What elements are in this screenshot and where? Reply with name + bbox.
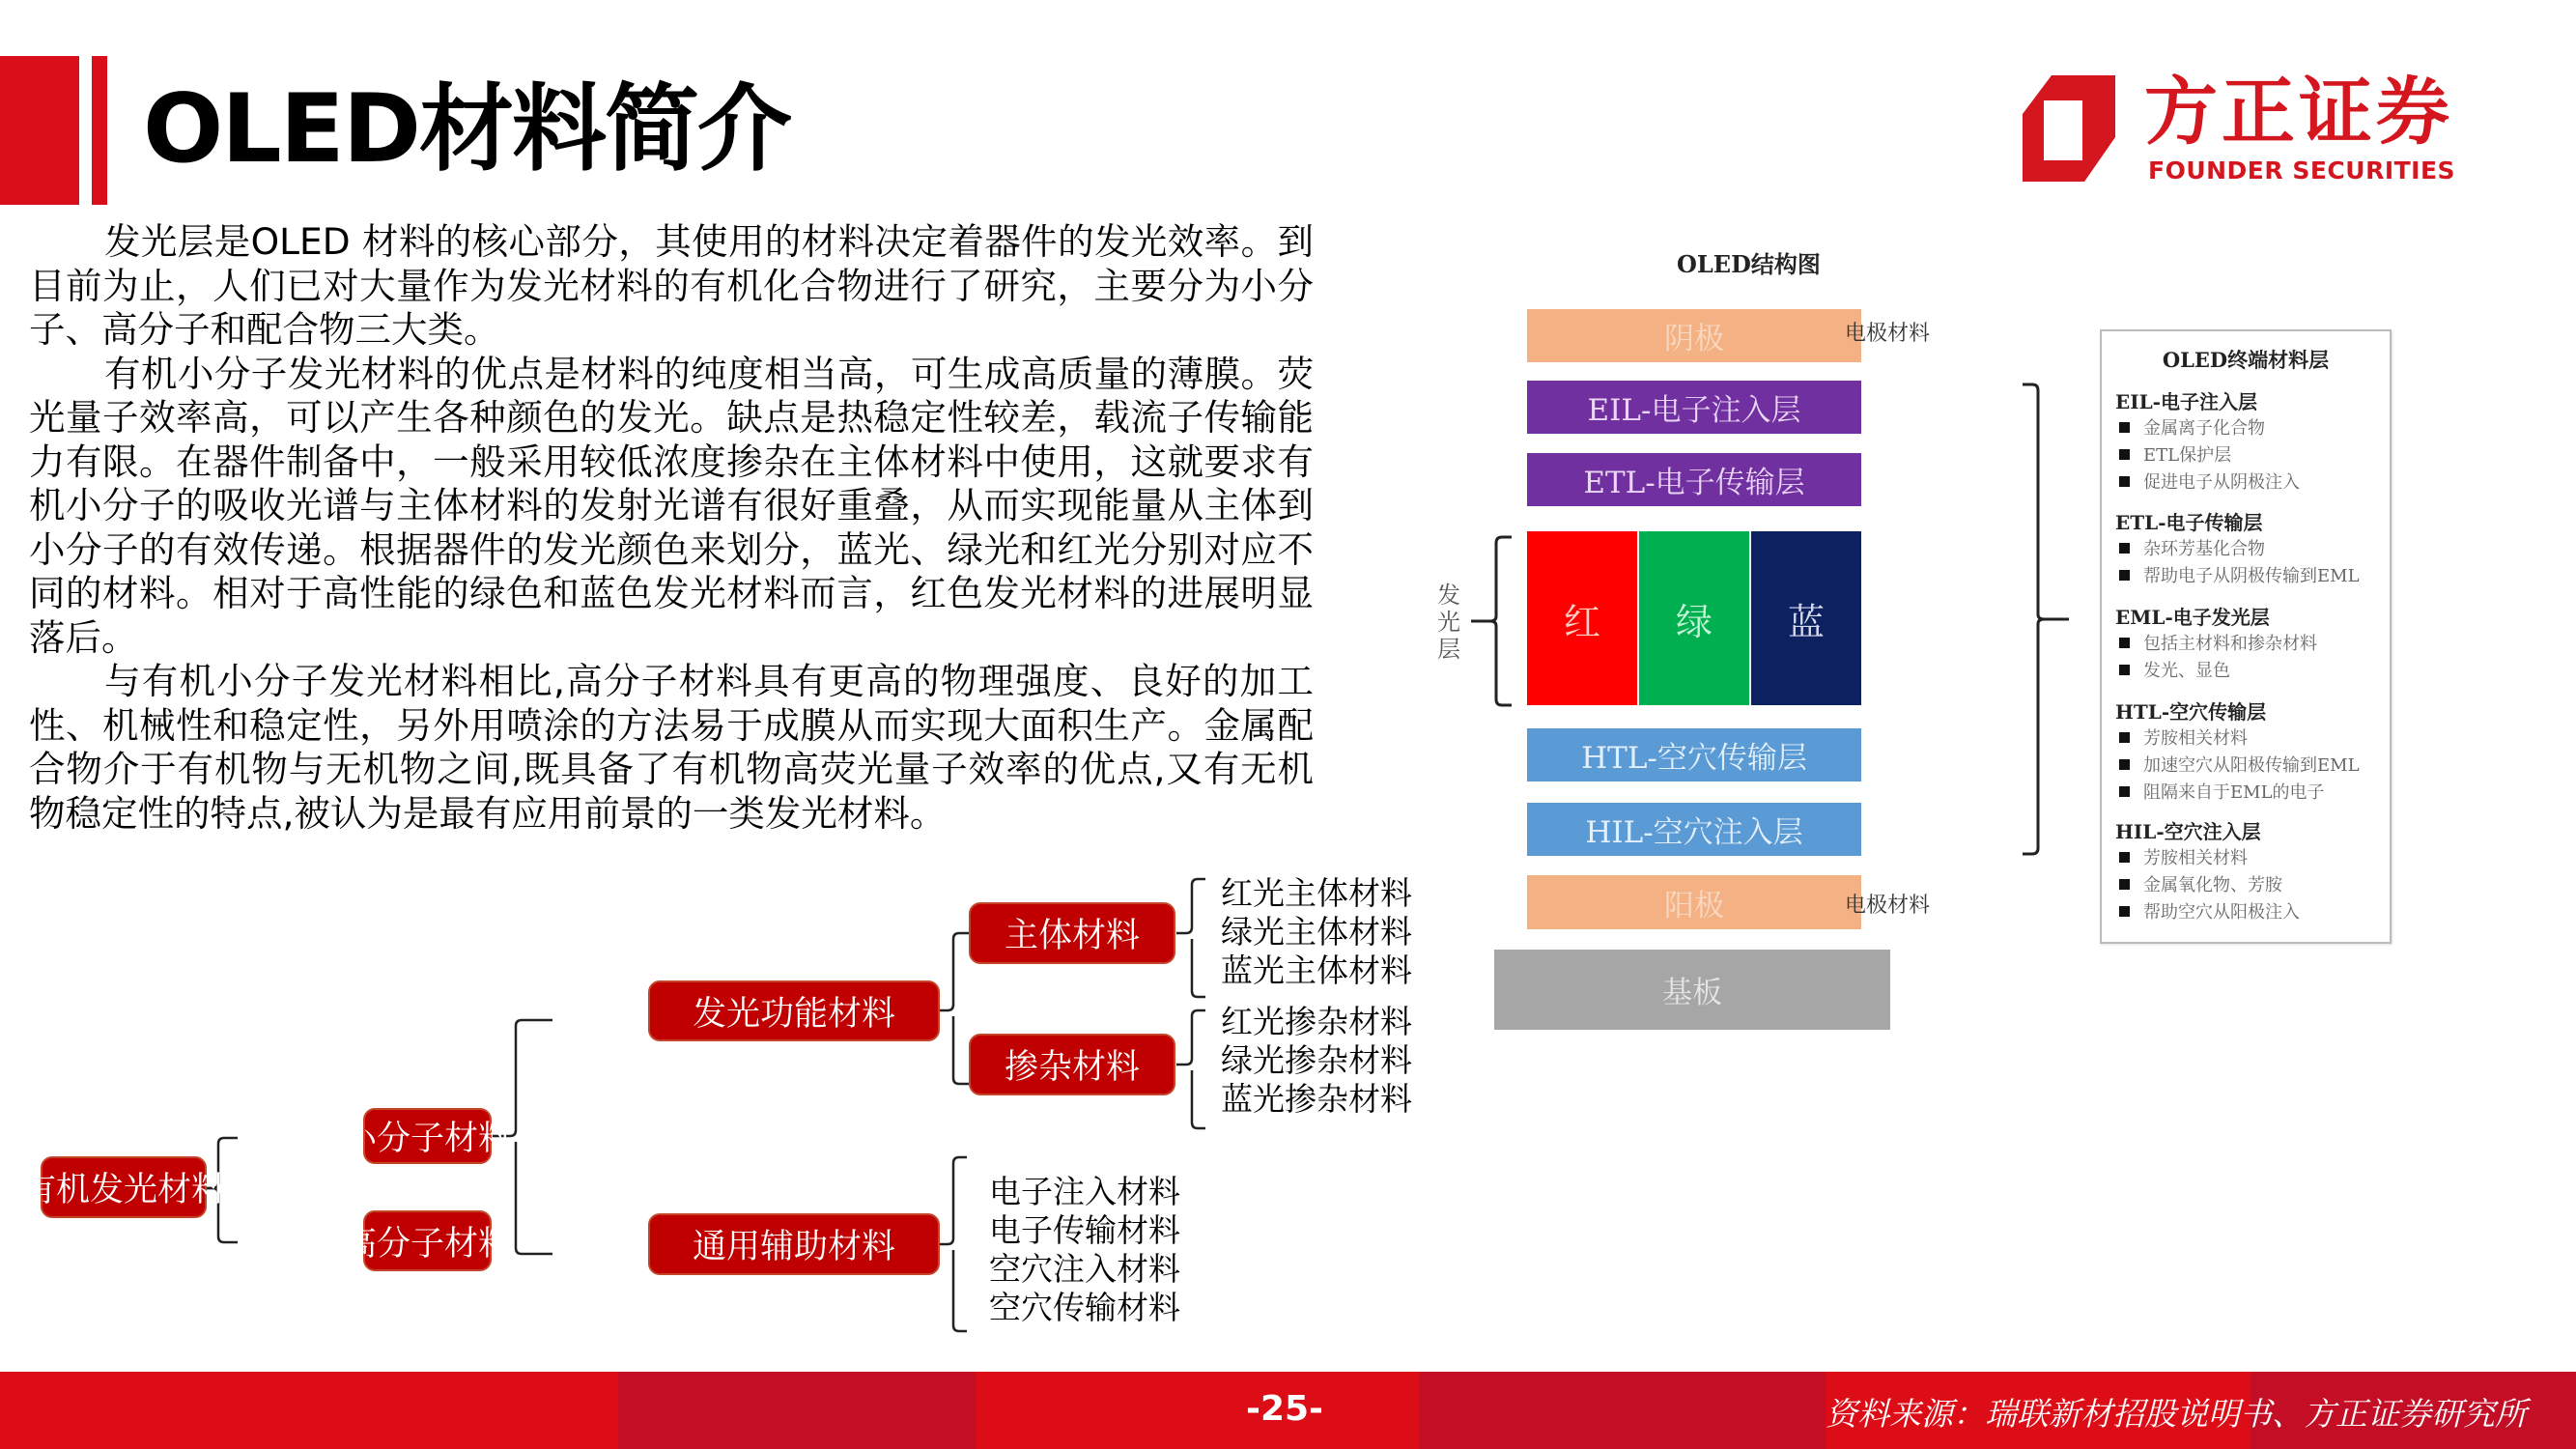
tree-node-organic-emissive-materials: 有机发光材料 <box>41 1156 207 1218</box>
layer-red-emitter: 红 <box>1527 531 1637 705</box>
legend-item: 发光、显色 <box>2115 658 2317 685</box>
legend-heading: HIL-空穴注入层 <box>2115 820 2261 843</box>
legend-section-hil <box>2115 819 2300 926</box>
leaf-electron-transport: 电子传输材料 <box>989 1211 1180 1249</box>
footer-stripe <box>1420 1372 1826 1449</box>
legend-item: 加速空穴从阳极传输到EML <box>2115 753 2360 780</box>
layer-eil: EIL-电子注入层 <box>1527 381 1861 434</box>
legend-section-eml <box>2115 605 2317 685</box>
layer-anode: 阳极 <box>1527 875 1861 929</box>
legend-item: 包括主材料和掺杂材料 <box>2115 631 2317 658</box>
legend-item: 阻隔来自于EML的电子 <box>2115 780 2360 807</box>
layer-htl: HTL-空穴传输层 <box>1527 728 1861 781</box>
footer-stripe <box>618 1372 976 1449</box>
legend-item: 促进电子从阴极注入 <box>2115 469 2300 497</box>
leaf-hole-transport: 空穴传输材料 <box>989 1289 1180 1326</box>
layer-etl: ETL-电子传输层 <box>1527 453 1861 506</box>
paragraph-2: 有机小分子发光材料的优点是材料的纯度相当高，可生成高质量的薄膜。荧光量子效率高，可以产生各种颜色的发光。缺点是热稳定性较差，载流子传输能力有限。在器件制备中，一般采用较低浓度掺杂在主体材料中使用，这就要求有机小分子的吸收光谱与主体材料的发射光谱有很好重叠，从而实现能量从主体到小分子的有效传递。根据器件的发光颜色来划分，蓝光、绿光和红光分别对应不同的材料。相对于高性能的绿色和蓝色发光材料而言，红色发光材料的进展明显落后。 <box>29 352 1314 659</box>
leaf-red-host: 红光主体材料 <box>1221 874 1412 912</box>
layer-blue-emitter: 蓝 <box>1751 531 1861 705</box>
legend-item: 芳胺相关材料 <box>2115 725 2360 753</box>
legend-section-htl <box>2115 699 2360 807</box>
logo-english-name: FOUNDER SECURITIES <box>2148 156 2456 185</box>
page-title: OLED材料简介 <box>143 74 791 185</box>
terminal-materials-legend <box>2100 329 2392 944</box>
layer-hil: HIL-空穴注入层 <box>1527 803 1861 856</box>
legend-item: 帮助空穴从阳极注入 <box>2115 899 2300 926</box>
leaf-green-dopant: 绿光掺杂材料 <box>1221 1041 1412 1079</box>
electrode-label-bottom: 电极材料 <box>1845 894 1931 918</box>
paragraph-1: 发光层是OLED 材料的核心部分，其使用的材料决定着器件的发光效率。到目前为止，人们已对大量作为发光材料的有机化合物进行了研究，主要分为小分子、高分子和配合物三大类。 <box>29 220 1314 351</box>
leaf-red-dopant: 红光掺杂材料 <box>1221 1003 1412 1040</box>
tree-node-polymer: 高分子材料 <box>363 1210 492 1271</box>
leaf-green-host: 绿光主体材料 <box>1221 913 1412 951</box>
layer-substrate: 基板 <box>1494 950 1890 1030</box>
source-note: 资料来源：瑞联新材招股说明书、方正证券研究所 <box>1826 1395 2527 1433</box>
tree-node-small-molecule: 小分子材料 <box>363 1108 492 1164</box>
legend-item: 杂环芳基化合物 <box>2115 536 2360 563</box>
footer-stripe <box>0 1372 618 1449</box>
oled-structure-title: OLED结构图 <box>1677 250 1821 278</box>
leaf-blue-host: 蓝光主体材料 <box>1221 952 1412 989</box>
layer-green-emitter: 绿 <box>1639 531 1749 705</box>
layer-cathode: 阴极 <box>1527 309 1861 362</box>
electrode-label-top: 电极材料 <box>1845 322 1931 346</box>
tree-node-dopant-materials: 掺杂材料 <box>969 1034 1175 1095</box>
legend-section-eil <box>2115 389 2300 497</box>
legend-heading: EIL-电子注入层 <box>2115 390 2257 413</box>
leaf-hole-injection: 空穴注入材料 <box>989 1250 1180 1288</box>
paragraph-3: 与有机小分子发光材料相比,高分子材料具有更高的物理强度、良好的加工性、机械性和稳定性，另外用喷涂的方法易于成膜从而实现大面积生产。金属配合物介于有机物与无机物之间,既具备了有机物高荧光量子效率的优点,又有无机物稳定性的特点,被认为是最有应用前景的一类发光材料。 <box>29 660 1314 835</box>
legend-heading: EML-电子发光层 <box>2115 606 2270 629</box>
legend-title: OLED终端材料层 <box>2162 348 2330 372</box>
legend-heading: ETL-电子传输层 <box>2115 511 2263 534</box>
footer-stripe <box>976 1372 1420 1449</box>
tree-node-emissive-functional: 发光功能材料 <box>648 980 940 1041</box>
leaf-electron-injection: 电子注入材料 <box>989 1173 1180 1210</box>
legend-item: ETL保护层 <box>2115 442 2300 469</box>
logo-chinese-name: 方正证券 <box>2144 69 2453 155</box>
tree-node-general-auxiliary: 通用辅助材料 <box>648 1213 940 1275</box>
page-number: -25- <box>1246 1389 1323 1429</box>
legend-item: 金属离子化合物 <box>2115 415 2300 442</box>
leaf-blue-dopant: 蓝光掺杂材料 <box>1221 1080 1412 1118</box>
legend-item: 金属氧化物、芳胺 <box>2115 872 2300 899</box>
legend-heading: HTL-空穴传输层 <box>2115 700 2267 724</box>
emissive-layer-label: 发光层 <box>1437 582 1460 663</box>
legend-section-etl <box>2115 510 2360 590</box>
legend-item: 芳胺相关材料 <box>2115 845 2300 872</box>
tree-node-host-materials: 主体材料 <box>969 902 1175 964</box>
legend-item: 帮助电子从阴极传输到EML <box>2115 563 2360 590</box>
